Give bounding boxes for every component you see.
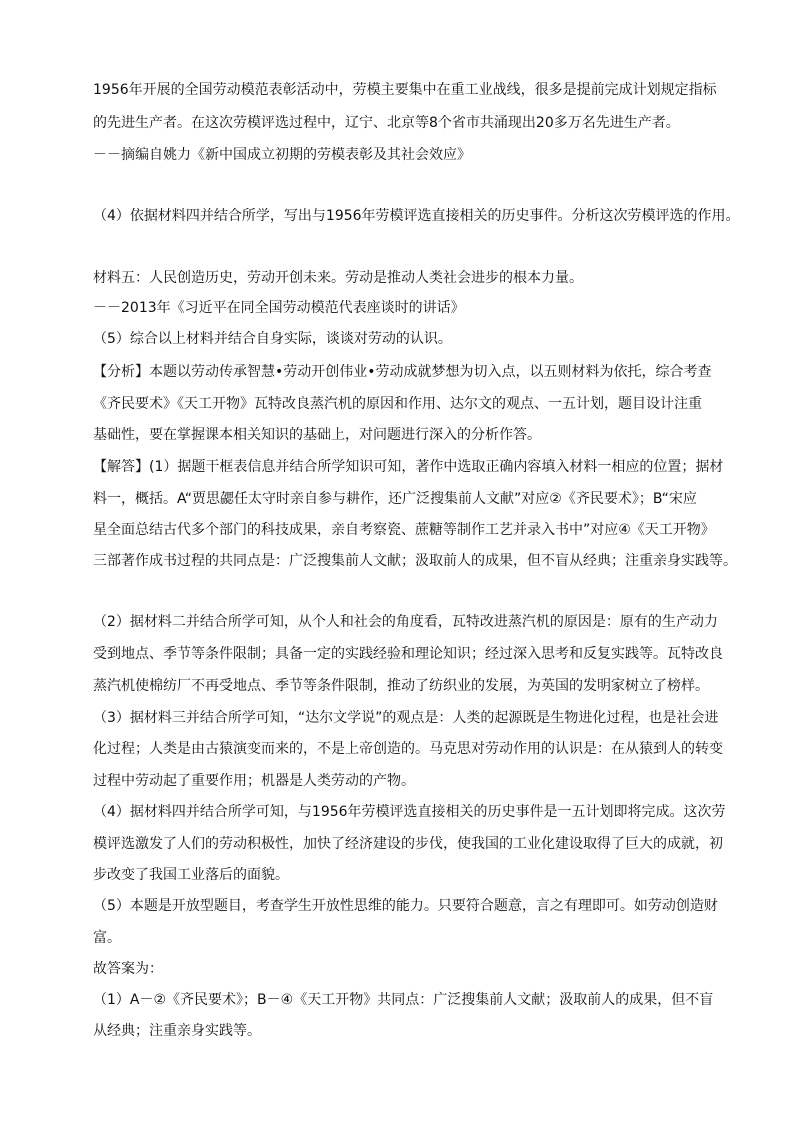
material4-line-1: 1956年开展的全国劳动模范表彰活动中，劳模主要集中在重工业战线，很多是提前完成计划规定指标 — [93, 82, 717, 98]
answer2-line-2: 受到地点、季节等条件限制；具备一定的实践经验和理论知识；经过深入思考和反复实践等。瓦特改良 — [93, 646, 723, 662]
question-5: （5）综合以上材料并结合自身实际，谈谈对劳动的认识。 — [93, 331, 452, 347]
material4-line-2: 的先进生产者。在这次劳模评选过程中，辽宁、北京等8个省市共涌现出20多万名先进生产者。 — [93, 115, 680, 131]
final-answer-line-2: 从经典；注重亲身实践等。 — [93, 1023, 261, 1039]
answer3-line-2: 化过程；人类是由古猿演变而来的，不是上帝创造的。马克思对劳动作用的认识是：在从猿到人的转变 — [93, 741, 723, 757]
final-answer-line-1: （1）A－②《齐民要术》；B－④《天工开物》共同点：广泛搜集前人文献；汲取前人的成果，但不盲 — [93, 992, 714, 1008]
answer1-line-2: 料一，概括。A“贾思勰任太守时亲自参与耕作，还广泛搜集前人文献”对应②《齐民要术》；B“宋应 — [93, 491, 697, 507]
answer3-line-1: （3）据材料三并结合所学可知，“达尔文学说”的观点是：人类的起源既是生物进化过程，也是社会进 — [93, 710, 719, 726]
answer5-line-2: 富。 — [93, 930, 121, 946]
analysis-line-2: 《齐民要术》《天工开物》瓦特改良蒸汽机的原因和作用、达尔文的观点、一五计划，题目设计注重 — [93, 396, 702, 412]
answer4-line-1: （4）据材料四并结合所学可知，与1956年劳模评选直接相关的历史事件是一五计划即将完成。这次劳 — [93, 804, 726, 820]
material4-source: －－摘编自姚力《新中国成立初期的劳模表彰及其社会效应》 — [93, 147, 471, 163]
answer2-line-3: 蒸汽机使棉纺厂不再受地点、季节等条件限制，推动了纺织业的发展，为英国的发明家树立了榜样。 — [93, 678, 709, 694]
answer4-line-3: 步改变了我国工业落后的面貌。 — [93, 867, 289, 883]
answer4-line-2: 模评选激发了人们的劳动积极性，加快了经济建设的步伐，使我国的工业化建设取得了巨大的成就，初 — [93, 836, 723, 852]
analysis-line-1: 【分析】本题以劳动传承智慧•劳动开创伟业•劳动成就梦想为切入点，以五则材料为依托，综合考查 — [93, 364, 712, 380]
answer2-line-1: （2）据材料二并结合所学可知，从个人和社会的角度看，瓦特改进蒸汽机的原因是：原有的生产动力 — [93, 614, 718, 630]
analysis-line-3: 基础性，要在掌握课本相关知识的基础上，对问题进行深入的分析作答。 — [93, 427, 541, 443]
material5-text: 材料五：人民创造历史，劳动开创未来。劳动是推动人类社会进步的根本力量。 — [93, 270, 583, 286]
material5-source: －－2013年《习近平在同全国劳动模范代表座谈时的讲话》 — [93, 300, 465, 316]
final-answer-heading: 故答案为： — [93, 961, 163, 977]
question-4: （4）依据材料四并结合所学，写出与1956年劳模评选直接相关的历史事件。分析这次劳模评选的作用。 — [93, 208, 740, 224]
answer5-line-1: （5）本题是开放型题目，考查学生开放性思维的能力。只要符合题意，言之有理即可。如劳动创造财 — [93, 898, 718, 914]
answer1-line-1: 【解答】(1）据题干框表信息并结合所学知识可知，著作中选取正确内容填入材料一相应的位置；据材 — [93, 459, 724, 475]
answer3-line-3: 过程中劳动起了重要作用；机器是人类劳动的产物。 — [93, 773, 415, 789]
answer1-line-4: 三部著作成书过程的共同点是：广泛搜集前人文献；汲取前人的成果，但不盲从经典；注重亲身实践等。 — [93, 553, 737, 569]
answer1-line-3: 星全面总结古代多个部门的科技成果，亲自考察瓷、蔗糖等制作工艺并录入书中”对应④《天工开物》 — [93, 522, 715, 538]
